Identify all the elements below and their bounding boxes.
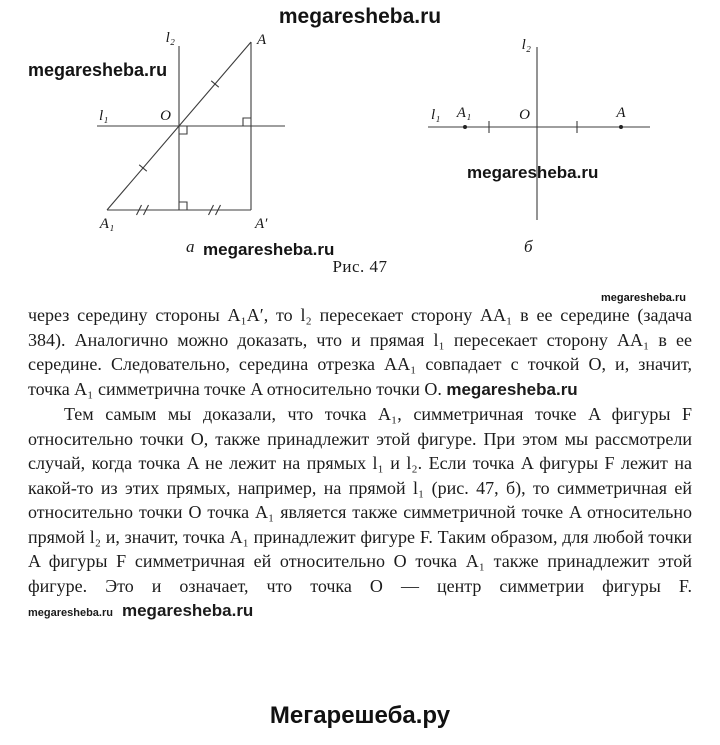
paragraph-2 [28,402,692,626]
watermark-figure-a: megaresheba.ru [203,240,335,259]
figure-a-tick-a1o [139,165,147,171]
figure-a-label-o: O [160,108,171,124]
figure-a-label-l2: l₂ [165,30,175,46]
figure-b-label-a1: A₁ [456,105,472,121]
figure-b-label-a: A [616,105,626,121]
figure-a-diagram [95,30,305,235]
figure-a-label-a-prime: A′ [255,216,268,232]
figure-a-right-angle-at-foot [179,202,187,210]
watermark-left: megaresheba.ru [28,60,168,80]
bottom-site-title: Мегарешеба.ру [269,702,451,729]
watermark-inline-p2-bold: megaresheba.ru [121,601,254,620]
figure-b-label-l1: l₁ [431,107,441,123]
figure-a-right-angle-at-o [179,126,187,134]
figure-a-right-angle-at-side [243,118,251,126]
figure-b-label-l2: l₂ [521,37,531,53]
watermark-top: megaresheba.ru [278,5,442,28]
paragraph-1 [28,303,692,402]
watermark-figure-b: megaresheba.ru [467,163,599,182]
body-text [28,303,692,626]
watermark-inline-p2-small: megaresheba.ru [28,607,113,619]
figure-caption: Рис. 47 [332,257,388,276]
watermark-inline-p1: megaresheba.ru [446,379,578,399]
paragraph-1-text: через середину стороны A₁A′, то l₂ пересекает сторону AA₁ в ее середине (задача 384). Аналогично можно доказать, что и прямая l₁ пересекает сторону AA₁ в ее середине. Следовательно, середина отрезка AA₁ совпадает с точкой O, и, значит, точка A₁ симметрична точке A относительно точки O. [28,305,692,399]
paragraph-2-text: Тем самым мы доказали, что точка A₁, симметричная точке A фигуры F относительно точки O, также принадлежит этой фигуре. При этом мы рассмотрели случай, когда точка A не лежит на прямых l₁ и l₂. Если точка A фигуры F лежит на какой-то из этих прямых, например, на прямой l₁ (рис. 47, б), то симметричная ей относительно точки O точка A₁ является также симметричной точке A относительно прямой l₂ и, значит, точка A₁ принадлежит фигуре F. Таким образом, для любой точки A фигуры F симметричная ей относительно O точка A₁ также принадлежит этой фигуре. Это и означает, что точка O — центр симметрии фигуры F. [28,404,692,596]
figure-a-label-a1: A₁ [99,216,115,232]
figure-b-point-a1 [463,125,467,129]
figure-b-letter: б [524,237,533,256]
figure-b-diagram [425,35,655,225]
figure-a-letter: а [186,237,195,256]
figure-b-point-a [619,125,623,129]
figure-a-label-l1: l₁ [99,108,109,124]
figure-a-tick-oa [211,81,219,87]
figure-b-label-o: O [519,107,530,123]
watermark-mid-right: megaresheba.ru [601,292,686,304]
figure-a-label-a: A [257,32,267,48]
